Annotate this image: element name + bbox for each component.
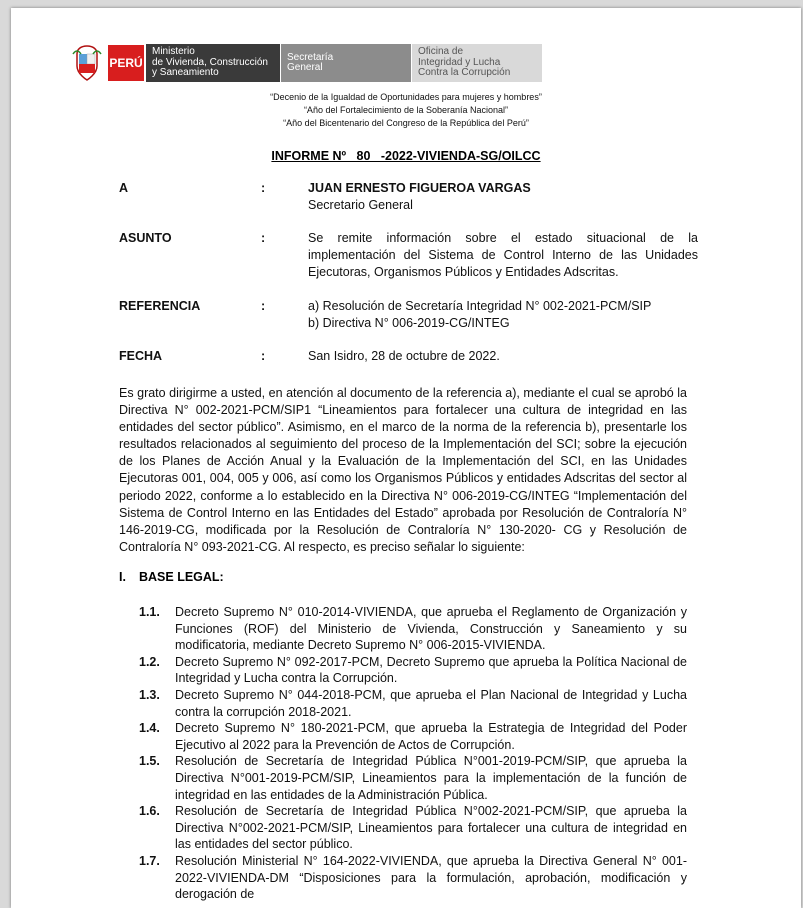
intro-paragraph: Es grato dirigirme a usted, en atención al documento de la referencia a), mediante el cual se aprobó la Directiva N° 002-2021-PCM/SIP1 “Lineamientos para fortalecer una cultura de integridad en las entidades del sector público”. Asimismo, en el marco de la norma de la referencia b), presentarle los resultados relacionados al seguimiento del proceso de la Implementación del SCI; sobre la ejecución de los Planes de Acción Anual y la Evaluación de la Implementación del SCI, en las Unidades Ejecutoras 001, 004, 005 y 006, así como los Organismos Públicos y entidades Adscritas del sector al periodo 2022, conforme a lo establecido en la Directiva N° 006-2019-CG/INTEG “Implementación del Sistema de Control Interno en las Entidades del Estado” aprobada por Resolución de Contraloría N° 146-2019-CG, modificada por la Resolución de Contraloría N° 130-2020- CG y Resolución de Contraloría N° 093-2021-CG. Al respecto, es preciso señalar lo siguiente: (119, 386, 687, 554)
item-number: 1.1. (139, 605, 160, 619)
legal-basis-list (139, 604, 687, 903)
list-item (139, 753, 687, 803)
item-number: 1.7. (139, 853, 160, 868)
field-label: ASUNTO (119, 231, 172, 245)
peru-badge: PERÚ (107, 44, 145, 82)
item-number: 1.5. (139, 754, 160, 769)
item-text: Decreto Supremo N° 010-2014-VIVIENDA, que aprueba el Reglamento de Organización y Funciones (ROF) del Ministerio de Vivienda, Construcción y Saneamiento y su modificatoria, mediante Decreto Supremo N° 006-2015-VIVIENDA. (175, 605, 687, 653)
item-text: Resolución de Secretaría de Integridad Pública N°002-2021-PCM/SIP, que aprueba la Directiva N°002-2021-PCM/SIP, Lineamientos para fortalecer una cultura de integridad en las entidades del sector público. (175, 804, 687, 852)
date-text: San Isidro, 28 de octubre de 2022. (308, 349, 500, 363)
secretaria-line: Secretaría (287, 51, 334, 63)
field-label: FECHA (119, 349, 163, 363)
ministry-line: Ministerio (152, 46, 195, 58)
item-text: Resolución de Secretaría de Integridad Pública N°001-2019-PCM/SIP, que aprueba la Directiva N°001-2019-PCM/SIP, Lineamientos para la implementación de la función de integridad en las entidades de la Administración Pública. (175, 754, 687, 802)
list-item (139, 654, 687, 687)
document-page (11, 8, 801, 908)
section-title: BASE LEGAL: (139, 570, 224, 584)
field-colon: : (261, 299, 266, 313)
item-number: 1.4. (139, 721, 160, 736)
list-item (139, 803, 687, 853)
item-number: 1.3. (139, 687, 160, 702)
list-item (139, 687, 687, 720)
list-item (139, 853, 687, 903)
reference-b: b) Directiva N° 006-2019-CG/INTEG (308, 316, 510, 330)
list-item (139, 720, 687, 753)
field-colon: : (261, 181, 266, 195)
ministry-line: de Vivienda, Construcción (152, 56, 268, 68)
field-value (308, 180, 698, 214)
year-mottos (11, 91, 801, 130)
list-item (139, 604, 687, 654)
field-colon: : (261, 231, 266, 245)
recipient-role: Secretario General (308, 198, 413, 212)
coat-of-arms-icon (71, 44, 103, 82)
field-colon: : (261, 349, 266, 363)
field-label: A (119, 181, 129, 195)
item-text: Decreto Supremo N° 092-2017-PCM, Decreto Supremo que aprueba la Política Nacional de Integridad y Lucha contra la Corrupción. (175, 654, 687, 686)
motto-line: “Decenio de la Igualdad de Oportunidades para mujeres y hombres” (270, 92, 542, 102)
recipient-name: JUAN ERNESTO FIGUEROA VARGAS (308, 181, 531, 195)
reference-a: a) Resolución de Secretaría Integridad N° 002-2021-PCM/SIP (308, 299, 652, 313)
item-number: 1.2. (139, 654, 160, 669)
item-text: Decreto Supremo N° 180-2021-PCM, que aprueba la Estrategia de Integridad del Poder Ejecutivo al 2022 para la Prevención de Actos de Corrupción. (175, 721, 687, 752)
ministry-line: y Saneamiento (152, 67, 219, 79)
section-number: I. (119, 570, 126, 584)
item-text: Resolución Ministerial N° 164-2022-VIVIENDA, que aprueba la Directiva General N° 001-2022-VIVIENDA-DM “Disposiciones para la formulación, aprobación, modificación y derogación de (175, 853, 687, 902)
ministry-block (145, 44, 280, 82)
field-value (308, 298, 698, 332)
secretaria-block (280, 44, 411, 82)
field-label: REFERENCIA (119, 299, 201, 313)
item-text: Decreto Supremo N° 044-2018-PCM, que aprueba el Plan Nacional de Integridad y Lucha contra la corrupción 2018-2021. (175, 687, 687, 719)
oficina-line: Integridad y Lucha (418, 56, 501, 68)
motto-line: “Año del Fortalecimiento de la Soberanía Nacional” (303, 105, 509, 115)
report-title: INFORME Nº 80 -2022-VIVIENDA-SG/OILCC (271, 149, 541, 163)
oficina-line: Oficina de (418, 46, 464, 58)
item-number: 1.6. (139, 804, 160, 819)
oficina-block (411, 44, 542, 82)
oficina-line: Contra la Corrupción (418, 67, 511, 79)
secretaria-line: General (287, 62, 323, 73)
subject-text: Se remite información sobre el estado situacional de la implementación del Sistema de Control Interno de las Unidades Ejecutoras, Organismos Públicos y Entidades Adscritas. (308, 231, 698, 279)
motto-line: “Año del Bicentenario del Congreso de la República del Perú” (283, 118, 529, 128)
section-heading (119, 570, 224, 584)
institutional-logo (71, 44, 542, 82)
